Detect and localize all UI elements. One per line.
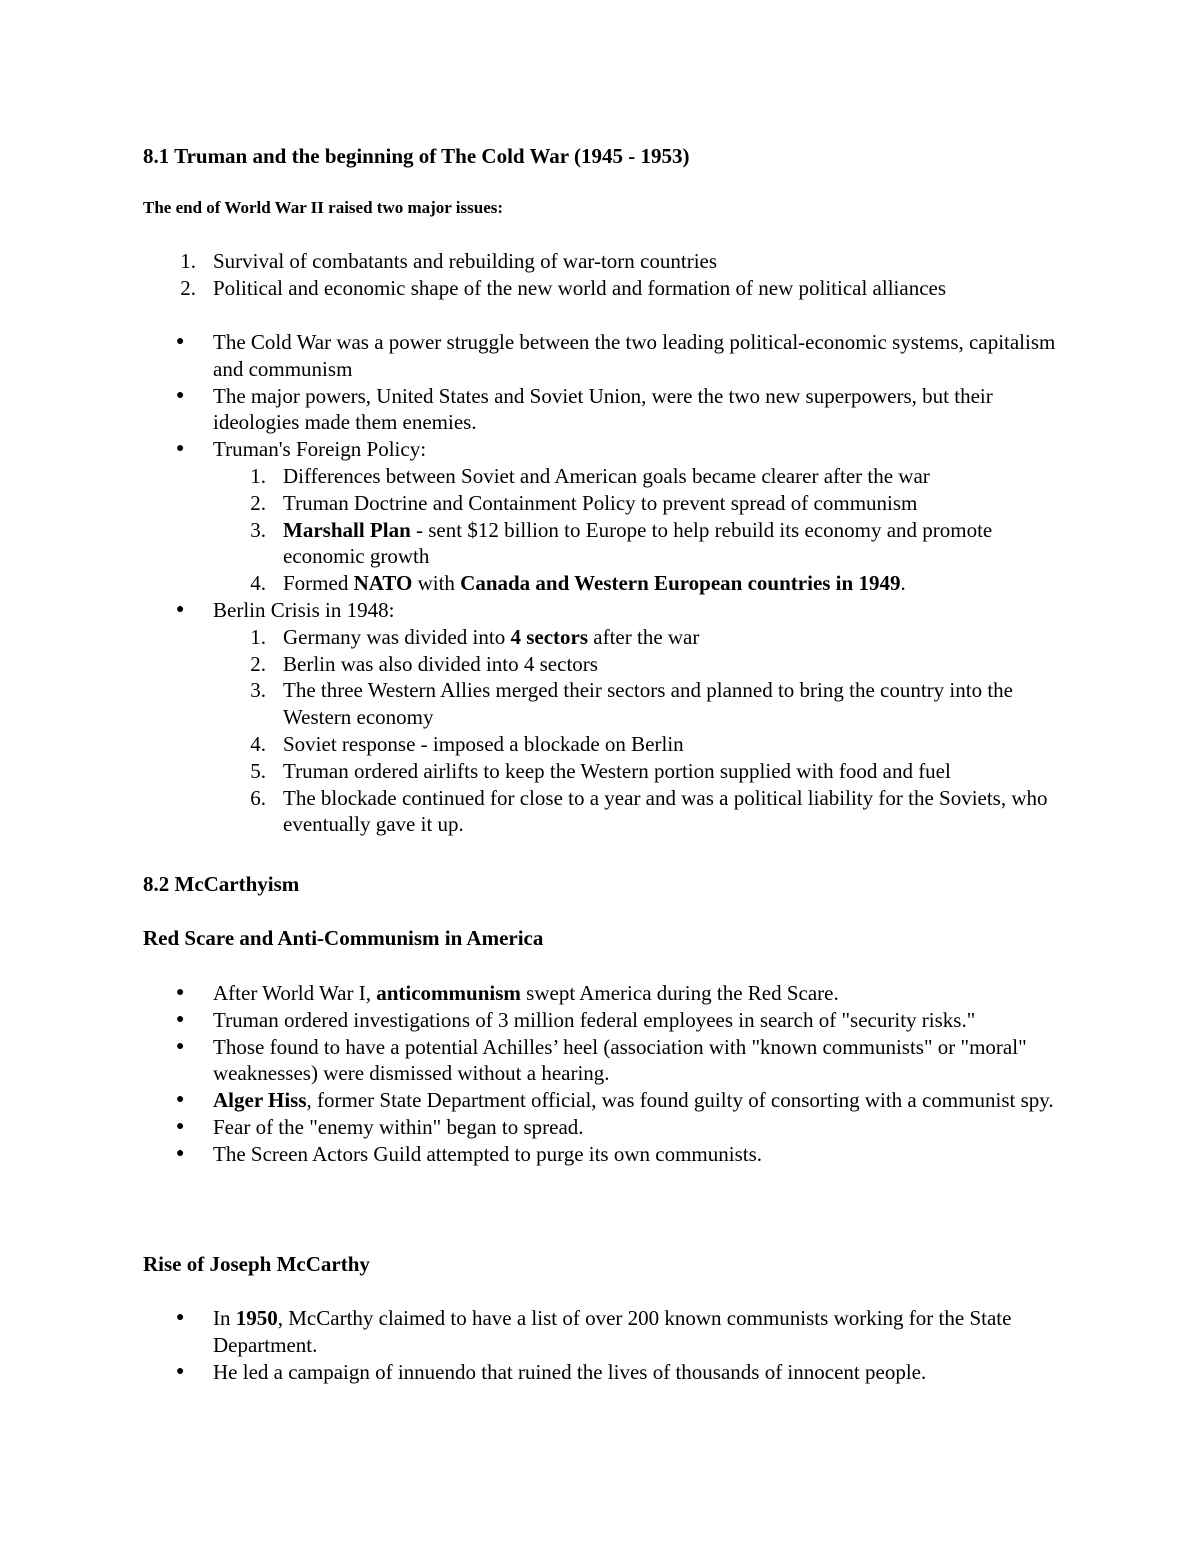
bullet-icon: ●	[176, 1118, 185, 1134]
list-item: ● Fear of the "enemy within" began to spread.	[176, 1114, 584, 1139]
bullet-icon: ●	[176, 334, 185, 349]
berlin-item: 2. Berlin was also divided into 4 sectors	[250, 651, 598, 676]
section-8-2-title: 8.2 McCarthyism	[143, 872, 300, 896]
section-8-1-title: 8.1 Truman and the beginning of The Cold War (1945 - 1953)	[143, 144, 690, 168]
bullet-icon: ●	[176, 1092, 185, 1108]
bullet-icon: ●	[176, 601, 185, 617]
list-item: ● Truman ordered investigations of 3 million federal employees in search of "security risks."	[176, 1007, 976, 1032]
bullet-icon: ●	[176, 441, 185, 457]
issues-list	[0, 248, 1200, 302]
red-scare-bullets	[0, 980, 1200, 1168]
berlin-item: 3. The three Western Allies merged their sectors and planned to bring the country into the Western economy	[250, 678, 1013, 730]
list-item: ● Those found to have a potential Achilles’ heel (association with "known communists" or "moral" weaknesses) were dismissed without a hearing.	[176, 1034, 1027, 1086]
list-item: ● In 1950, McCarthy claimed to have a list of over 200 known communists working for the State Department.	[176, 1306, 1012, 1357]
berlin-item: 5. Truman ordered airlifts to keep the Western portion supplied with food and fuel	[250, 758, 951, 783]
list-item: ● The Cold War was a power struggle between the two leading political-economic systems, capitalism and communism	[176, 330, 1056, 381]
berlin-item: 6. The blockade continued for close to a year and was a political liability for the Soviets, who eventually gave it up.	[250, 785, 1048, 837]
list-item: 1. Survival of combatants and rebuilding of war-torn countries	[180, 249, 718, 273]
bullet-icon: ●	[176, 1363, 185, 1379]
foreign-policy-item: 3. Marshall Plan - sent $12 billion to Europe to help rebuild its economy and promote economic growth	[250, 517, 993, 569]
bullet-icon: ●	[176, 985, 185, 1000]
bullet-icon: ●	[176, 1145, 185, 1161]
mccarthy-bullets	[0, 1305, 1200, 1385]
bullet-icon: ●	[176, 1038, 185, 1054]
list-item: ● He led a campaign of innuendo that ruined the lives of thousands of innocent people.	[176, 1359, 927, 1384]
bullet-icon: ●	[176, 1310, 185, 1325]
cold-war-bullets	[0, 329, 1200, 838]
bullet-icon: ●	[176, 387, 185, 403]
list-item: ● Alger Hiss, former State Department official, was found guilty of consorting with a communist spy.	[176, 1088, 1054, 1113]
section-8-1-subtitle: The end of World War II raised two major issues:	[143, 198, 504, 217]
foreign-policy-item: 4. Formed NATO with Canada and Western European countries in 1949.	[250, 571, 906, 596]
berlin-item: 1. Germany was divided into 4 sectors after the war	[250, 624, 700, 649]
foreign-policy-item: 1. Differences between Soviet and American goals became clearer after the war	[250, 463, 930, 488]
list-item: 2. Political and economic shape of the new world and formation of new political alliances	[180, 275, 947, 300]
bullet-icon: ●	[176, 1011, 185, 1027]
foreign-policy-item: 2. Truman Doctrine and Containment Policy to prevent spread of communism	[250, 490, 918, 515]
marshall-plan-term: Marshall Plan	[283, 517, 411, 542]
list-item: ● The major powers, United States and Soviet Union, were the two new superpowers, but their ideologies made them enemies.	[176, 383, 993, 435]
berlin-item: 4. Soviet response - imposed a blockade on Berlin	[250, 731, 684, 756]
list-item: ● Truman's Foreign Policy:	[176, 437, 427, 462]
red-scare-heading: Red Scare and Anti-Communism in America	[143, 926, 544, 950]
list-item: ● The Screen Actors Guild attempted to purge its own communists.	[176, 1141, 763, 1166]
list-item: ● After World War I, anticommunism swept America during the Red Scare.	[176, 981, 839, 1005]
mccarthy-heading: Rise of Joseph McCarthy	[143, 1252, 370, 1276]
list-item: ● Berlin Crisis in 1948:	[176, 597, 395, 622]
